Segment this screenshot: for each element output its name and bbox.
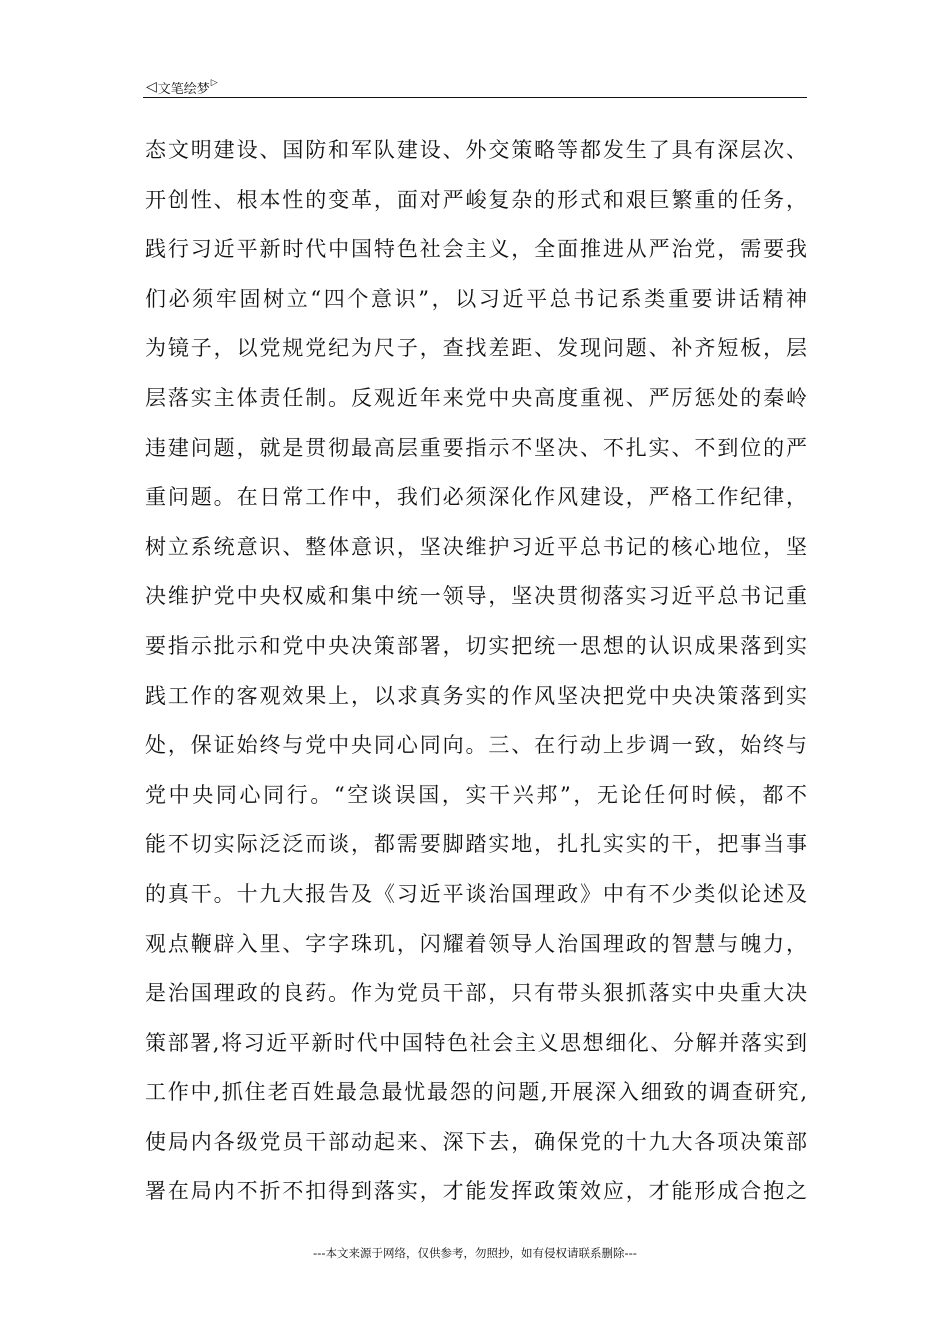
text-line: 为镜子，以党规党纪为尺子，查找差距、发现问题、补齐短板，层: [145, 336, 807, 361]
left-triangle-icon: ◁: [146, 79, 157, 95]
text-line: 策部署,将习近平新时代中国特色社会主义思想细化、分解并落实到: [145, 1030, 807, 1055]
header-divider: [143, 97, 807, 98]
text-line: 决维护党中央权威和集中统一领导，坚决贯彻落实习近平总书记重: [145, 584, 807, 609]
text-line: 树立系统意识、整体意识，坚决维护习近平总书记的核心地位，坚: [145, 534, 807, 559]
text-line: 们必须牢固树立“四个意识”，以习近平总书记系类重要讲话精神: [145, 286, 807, 311]
text-line: 要指示批示和党中央决策部署，切实把统一思想的认识成果落到实: [145, 633, 807, 658]
text-line: 开创性、根本性的变革，面对严峻复杂的形式和艰巨繁重的任务，: [145, 187, 807, 212]
text-line: 践工作的客观效果上，以求真务实的作风坚决把党中央决策落到实: [145, 683, 807, 708]
text-line: 层落实主体责任制。反观近年来党中央高度重视、严厉惩处的秦岭: [145, 385, 807, 410]
text-line: 违建问题，就是贯彻最高层重要指示不坚决、不扎实、不到位的严: [145, 435, 807, 460]
text-line: 处，保证始终与党中央同心同向。三、在行动上步调一致，始终与: [145, 733, 807, 758]
body-text: [145, 126, 807, 1217]
text-line: 重问题。在日常工作中，我们必须深化作风建设，严格工作纪律，: [145, 485, 807, 510]
text-line: 是治国理政的良药。作为党员干部，只有带头狠抓落实中央重大决: [145, 981, 807, 1006]
text-line: 使局内各级党员干部动起来、深下去，确保党的十九大各项决策部: [145, 1129, 807, 1154]
header-title: 文笔绘梦: [157, 81, 210, 97]
text-line: 观点鞭辟入里、字字珠玑，闪耀着领导人治国理政的智慧与魄力，: [145, 931, 807, 956]
footer-notice: ---本文来源于网络，仅供参考，勿照抄，如有侵权请联系删除---: [313, 1246, 637, 1260]
text-line: 的真干。十九大报告及《习近平谈治国理政》中有不少类似论述及: [145, 881, 807, 906]
text-line: 工作中,抓住老百姓最急最忧最怨的问题,开展深入细致的调查研究,: [145, 1080, 807, 1105]
right-triangle-icon: ▷: [210, 78, 218, 88]
text-line: 署在局内不折不扣得到落实，才能发挥政策效应，才能形成合抱之: [145, 1179, 807, 1204]
document-header: [146, 76, 218, 98]
text-line: 践行习近平新时代中国特色社会主义，全面推进从严治党，需要我: [145, 237, 807, 262]
text-line: 态文明建设、国防和军队建设、外交策略等都发生了具有深层次、: [145, 138, 807, 162]
text-line: 党中央同心同行。“空谈误国，实干兴邦”，无论任何时候，都不: [145, 782, 807, 807]
text-line: 能不切实际泛泛而谈，都需要脚踏实地，扎扎实实的干，把事当事: [145, 832, 807, 857]
